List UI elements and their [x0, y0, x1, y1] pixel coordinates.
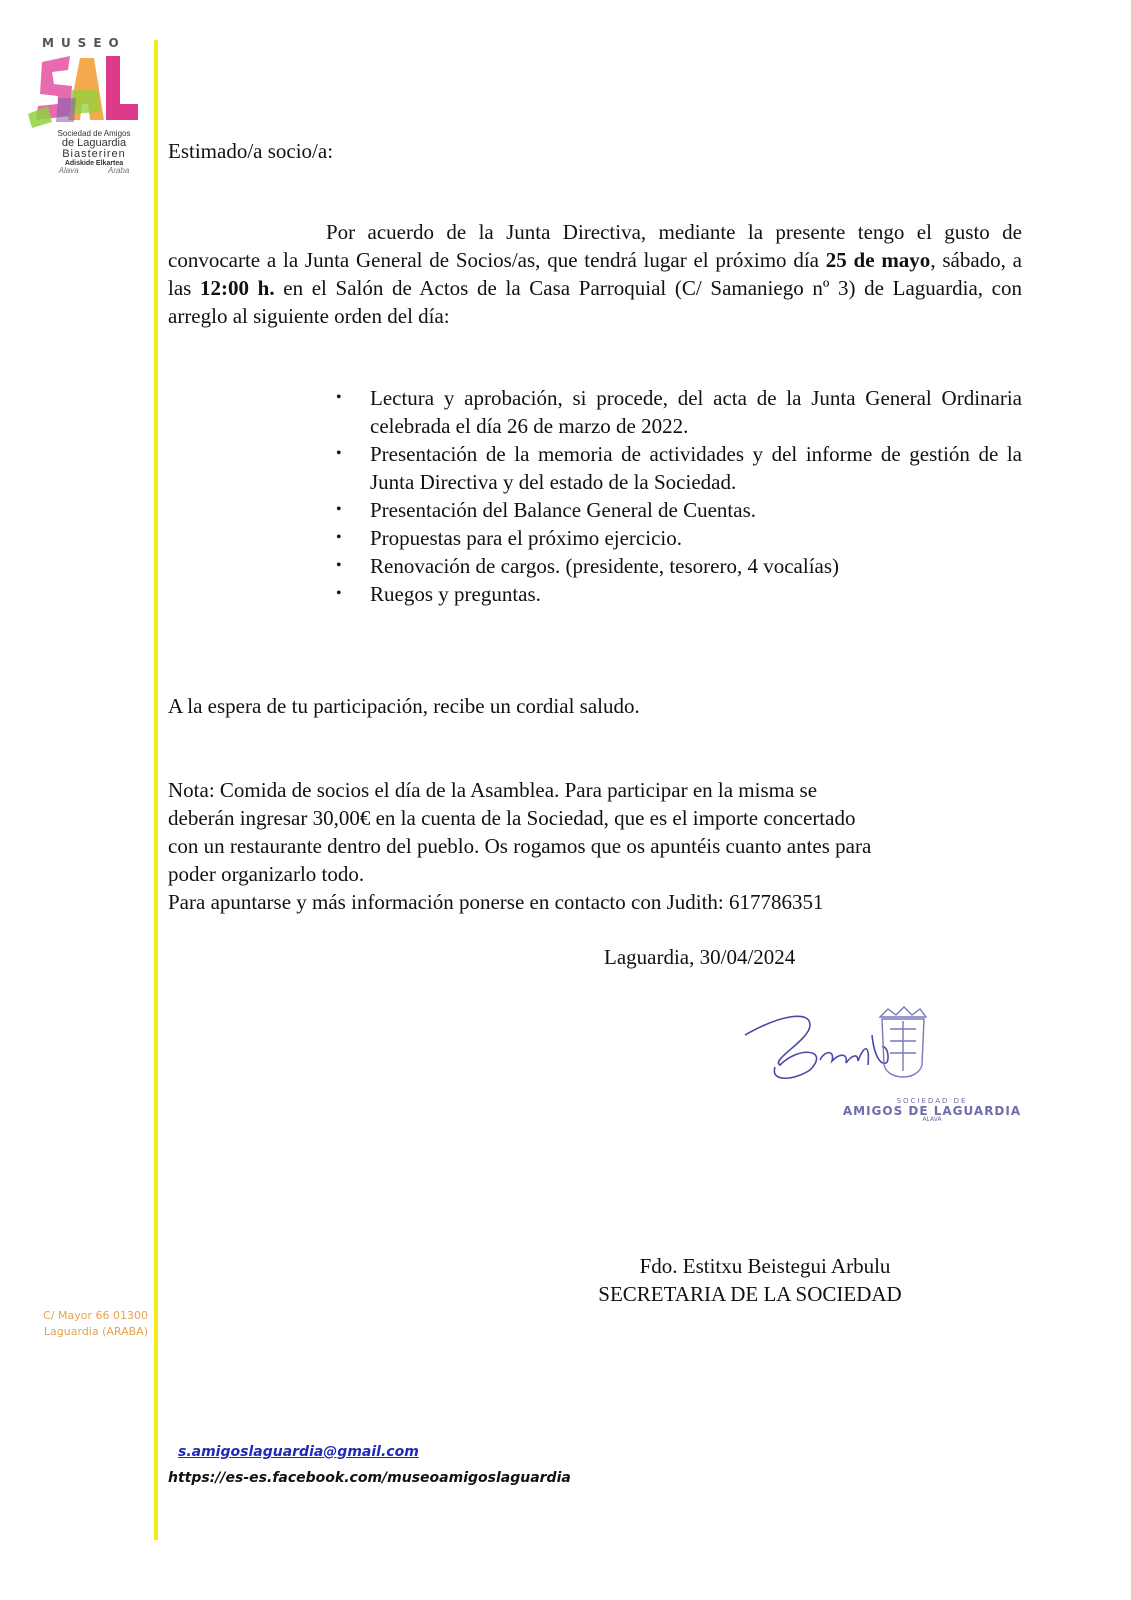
address-line-2: Laguardia (ARABA) [43, 1325, 148, 1338]
logo-letters-graphic [28, 50, 140, 130]
note-line: con un restaurante dentro del pueblo. Os rogamos que os apuntéis cuanto antes para [168, 834, 872, 858]
place-and-date: Laguardia, 30/04/2024 [604, 945, 796, 969]
note-block [168, 776, 1028, 916]
society-stamp [842, 1098, 1022, 1123]
facebook-link[interactable]: https://es-es.facebook.com/museoamigoslaguardia [168, 1470, 571, 1486]
agenda-item: • Presentación del Balance General de Cuentas. [336, 496, 1022, 524]
note-line: poder organizarlo todo. [168, 862, 365, 886]
sender-address [20, 1308, 148, 1340]
agenda-item: • Ruegos y preguntas. [336, 580, 1022, 608]
logo-word: MUSEO [42, 36, 126, 50]
yellow-margin-bar [154, 40, 158, 1540]
meeting-date: 25 de mayo [825, 248, 931, 272]
address-line-1: C/ Mayor 66 01300 [43, 1309, 148, 1322]
logo-line-3: Biasteriren [62, 148, 126, 160]
meeting-time: 12:00 h. [200, 276, 275, 300]
signer-block [560, 1252, 960, 1308]
closing-line: A la espera de tu participación, recibe un cordial saludo. [168, 694, 640, 718]
logo-region-right: Araba [107, 166, 130, 175]
para-part-c: en el Salón de Actos de la Casa Parroquial (C/ Samaniego nº 3) de Laguardia, con arreglo al siguiente orden del día: [168, 276, 1023, 328]
logo-line-4: Adiskide Elkartea [64, 160, 124, 167]
museum-logo [28, 36, 148, 186]
logo-region-left: Alava [58, 166, 79, 175]
agenda-list [336, 384, 1022, 608]
para-part-b: , sábado, a las [168, 248, 1022, 300]
email-link[interactable]: s.amigoslaguardia@gmail.com [178, 1444, 419, 1460]
agenda-item: • Presentación de la memoria de actividades y del informe de gestión de la Junta Directiva y del estado de la Sociedad. [336, 440, 1022, 496]
stamp-line-2: AMIGOS DE LAGUARDIA [842, 1104, 1022, 1118]
logo-line-2: de Laguardia [61, 137, 127, 149]
agenda-item: • Renovación de cargos. (presidente, tesorero, 4 vocalías) [336, 552, 1022, 580]
note-line: deberán ingresar 30,00€ en la cuenta de la Sociedad, que es el importe concertado [168, 806, 856, 830]
logo-caption [44, 130, 144, 175]
note-line: Para apuntarse y más información ponerse en contacto con Judith: 617786351 [168, 890, 824, 914]
para-part-a: Por acuerdo de la Junta Directiva, mediante la presente tengo el gusto de convocarte a la Junta General de Socios/as, que tendrá lugar el próximo día [168, 220, 1022, 272]
agenda-item: • Propuestas para el próximo ejercicio. [336, 524, 1022, 552]
signer-name: Fdo. Estitxu Beistegui Arbulu [639, 1254, 891, 1278]
agenda-item: • Lectura y aprobación, si procede, del acta de la Junta General Ordinaria celebrada el día 26 de marzo de 2022. [336, 384, 1022, 440]
handwritten-signature-and-seal [740, 1005, 1010, 1155]
note-line: Nota: Comida de socios el día de la Asamblea. Para participar en la misma se [168, 778, 818, 802]
greeting: Estimado/a socio/a: [168, 139, 334, 163]
stamp-line-3: ALAVA [922, 1116, 942, 1123]
convocation-paragraph [168, 218, 1022, 330]
stamp-line-1: SOCIEDAD DE [896, 1097, 968, 1105]
logo-regions [44, 167, 144, 175]
logo-line-1: Sociedad de Amigos [57, 129, 131, 138]
signer-role: SECRETARIA DE LA SOCIEDAD [598, 1282, 902, 1306]
